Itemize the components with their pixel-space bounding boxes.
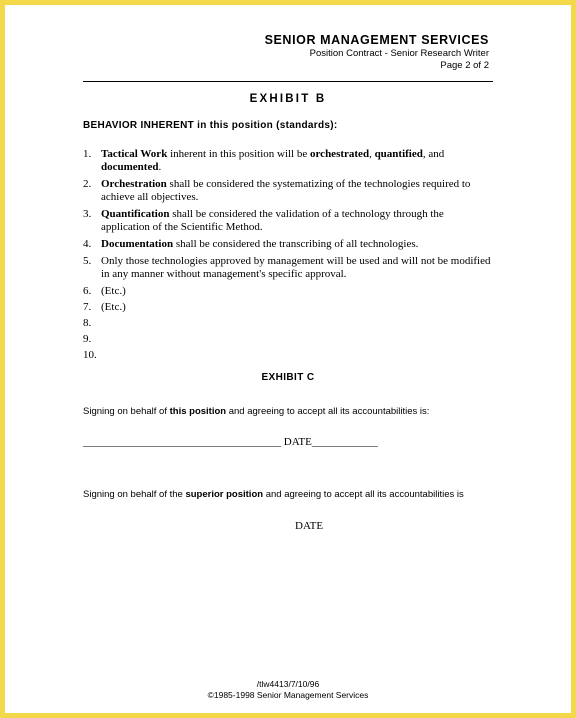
exhibit-b-title: EXHIBIT B [249,93,327,105]
behavior-heading [83,120,338,131]
company-title: SENIOR MANAGEMENT SERVICES [264,33,489,47]
list-item [83,333,493,346]
item-number: 7. [83,301,92,313]
exhibit-c-title: EXHIBIT C [261,372,315,383]
sign1-pre: Signing on behalf of [83,406,170,417]
item-number: 1. [83,148,92,160]
signing-statement-this-position [83,406,429,417]
sign1-post: and agreeing to accept all its accountabilities is: [226,406,430,417]
sign1-bold: this position [169,406,227,417]
item-number: 2. [83,178,92,190]
signature-date-line: ____________________________________ DATE____________ [83,436,378,448]
item-number: 9. [83,333,92,345]
standards-list [83,148,493,362]
header-block [265,33,489,72]
header-divider [83,81,493,82]
item-number: 6. [83,285,92,297]
item-number: 4. [83,238,92,250]
item-number: 5. [83,255,92,267]
item-text: . [158,161,162,173]
list-item [83,178,493,204]
list-item [83,285,493,298]
item-text: shall be considered the validation of a technology through the application of the Scientific Method. [101,208,444,233]
item-text: shall be considered the transcribing of all technologies. [173,238,419,250]
item-text: (Etc.) [101,301,126,313]
list-item [83,301,493,314]
sign2-post: and agreeing to accept all its accountabilities is [263,489,464,500]
page-number: Page 2 of 2 [440,60,489,71]
footer-copyright: ©1985-1998 Senior Management Services [207,690,369,700]
item-text: shall be considered the systematizing of the technologies required to achieve all objectives. [101,178,471,203]
item-number: 10. [83,349,97,361]
list-item [83,349,493,362]
behavior-heading-pre: BEHAVIOR INHERENT [83,120,198,131]
list-item [83,148,493,174]
item-bold: quantified [374,148,423,160]
item-number: 3. [83,208,92,220]
item-text: , and [422,148,445,160]
item-bold: documented [101,161,159,173]
list-item [83,238,493,251]
item-text: inherent in this position will be [167,148,310,160]
behavior-heading-mid: in this [197,120,229,131]
item-text: , [369,148,375,160]
signing-statement-superior-position [83,489,464,500]
sign2-pre: Signing on behalf of the [83,489,186,500]
list-item [83,208,493,234]
contract-subtitle: Position Contract - Senior Research Writer [309,48,489,59]
item-text: Only those technologies approved by management will be used and will not be modified in any manner without management's specific approval. [101,255,491,280]
item-bold: Orchestration [101,178,167,190]
list-item [83,255,493,281]
item-bold: Quantification [101,208,170,220]
sign2-bold: superior position [185,489,264,500]
behavior-heading-post: position (standards): [228,120,338,131]
item-number: 8. [83,317,92,329]
list-item [83,317,493,330]
item-bold: Documentation [101,238,174,250]
date-label: DATE [295,520,324,532]
item-bold: Tactical Work [101,148,168,160]
item-text: (Etc.) [101,285,126,297]
footer-reference: /tlw4413/7/10/96 [256,679,320,689]
item-bold: orchestrated [310,148,370,160]
